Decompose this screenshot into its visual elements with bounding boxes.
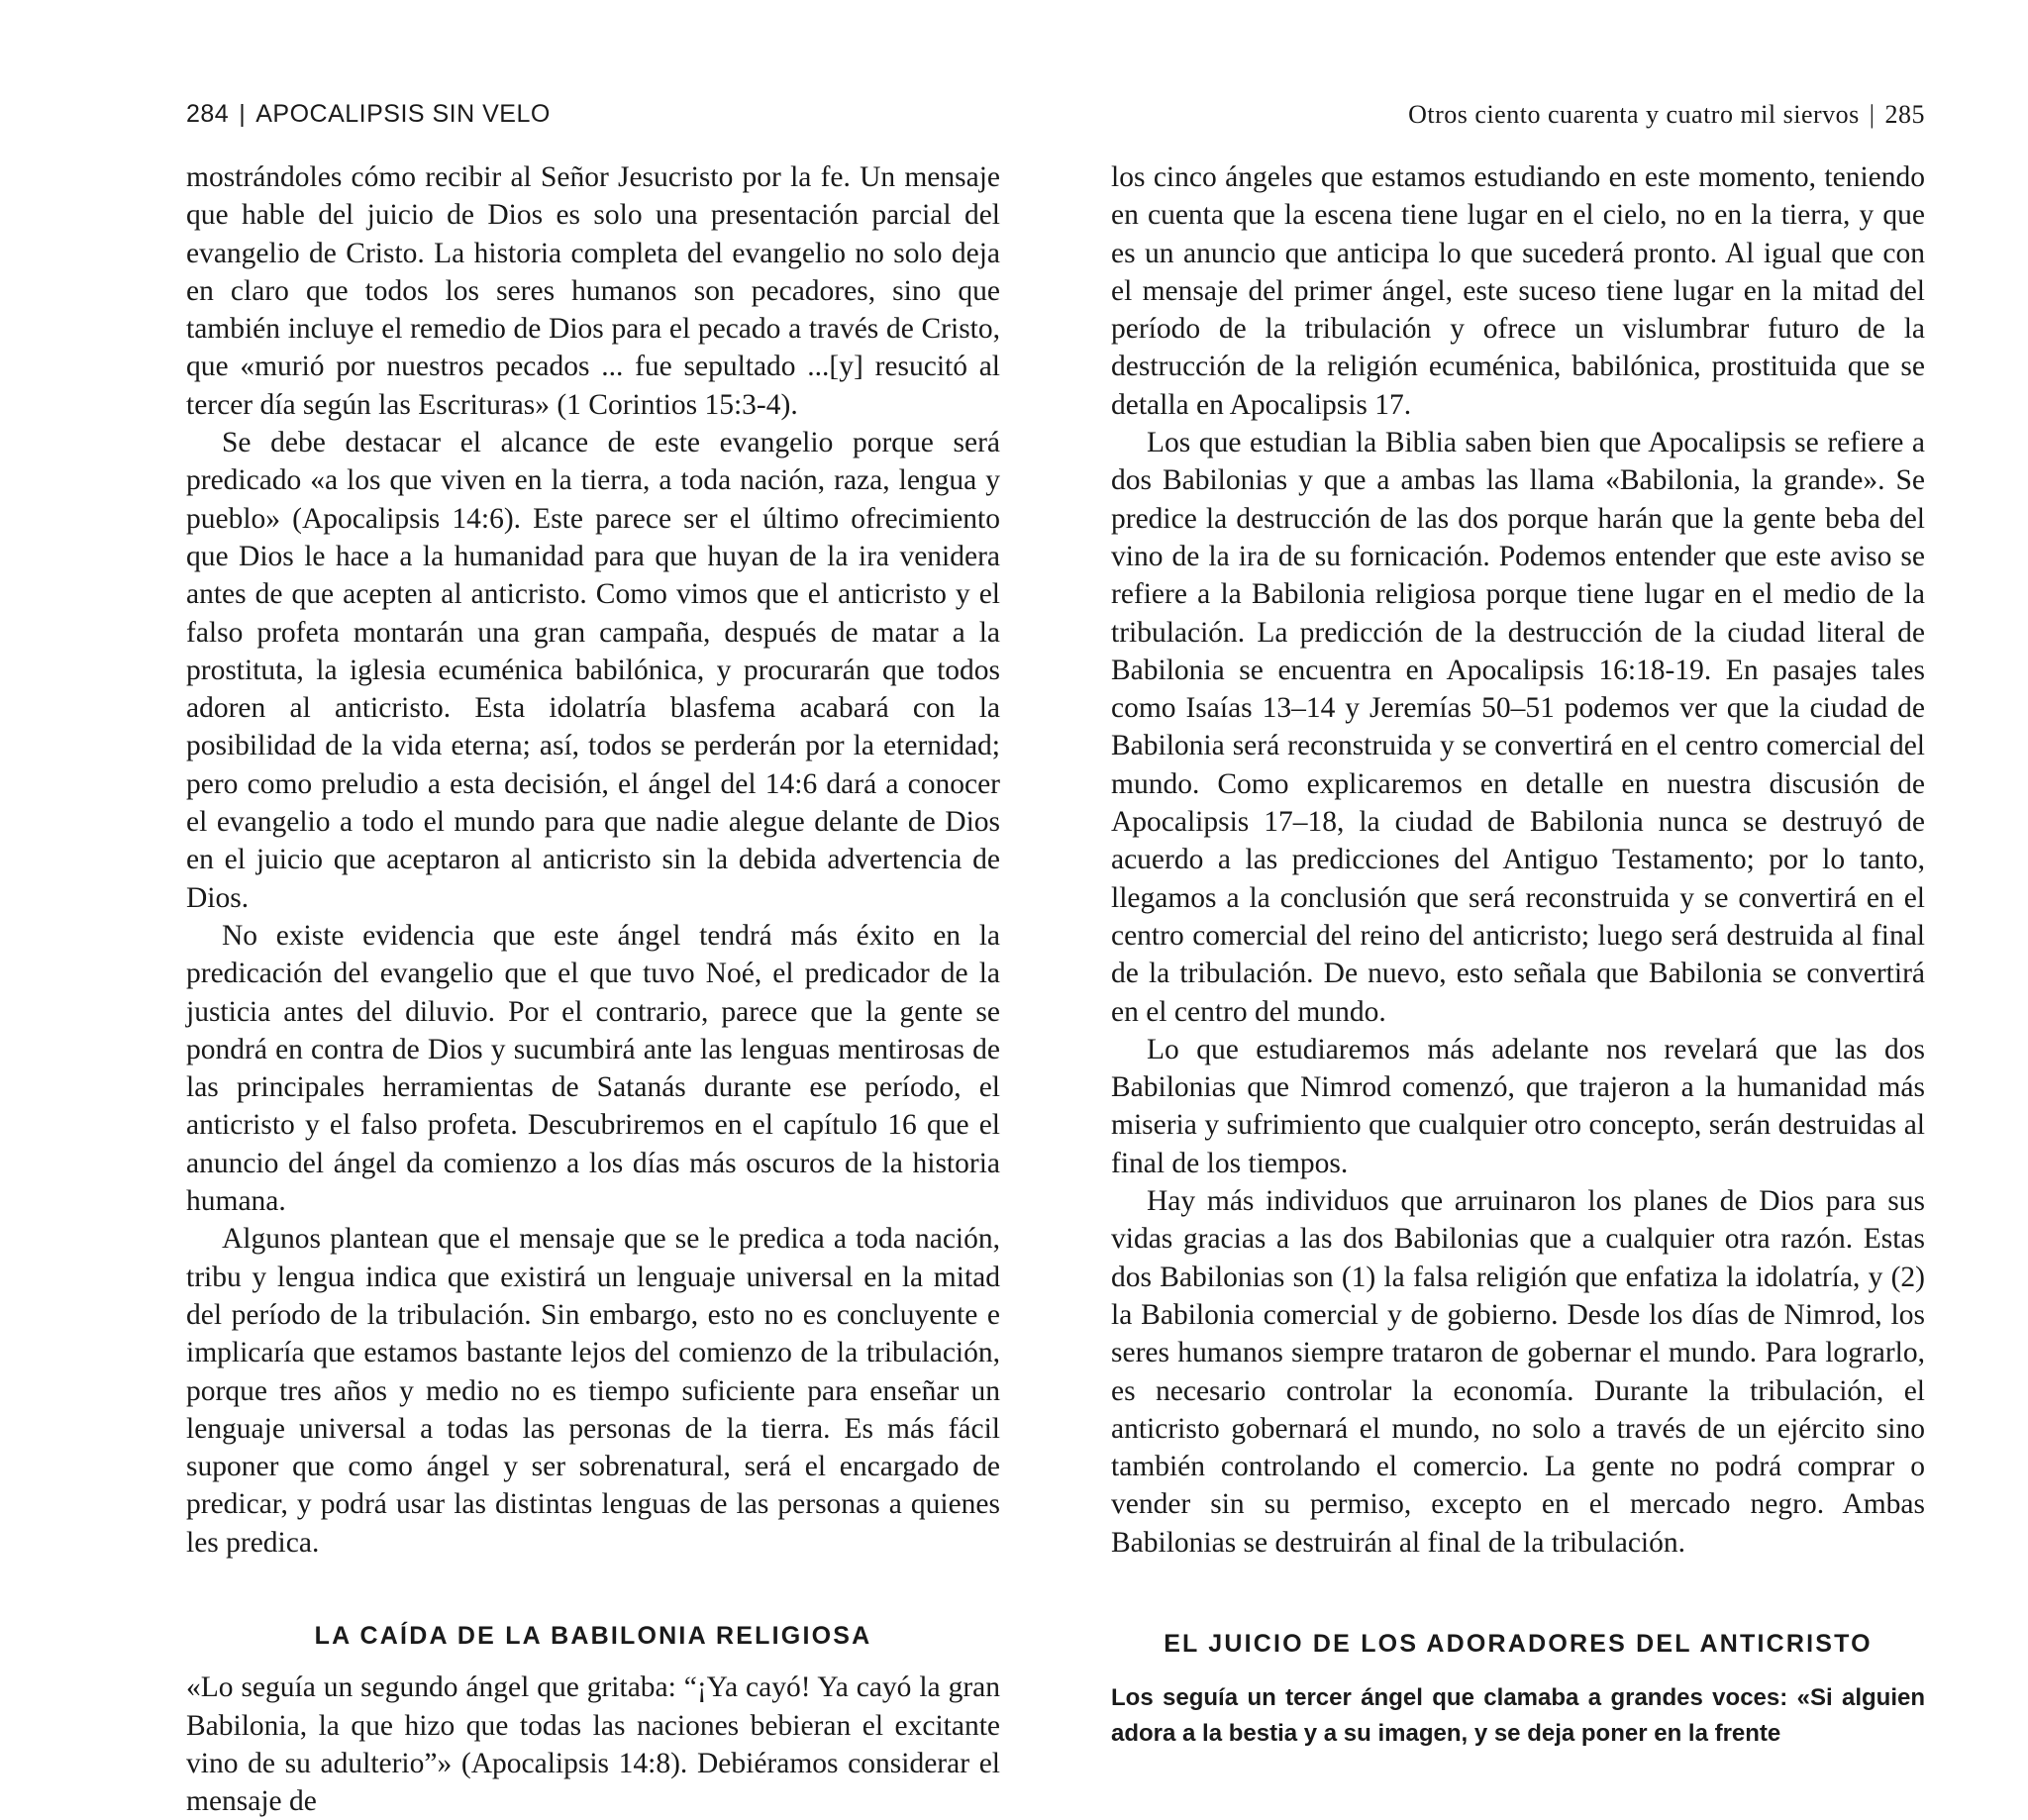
left-paragraph-3: No existe evidencia que este ángel tendrá más éxito en la predicación del evangelio que el que tuvo Noé, el predicador de la justicia antes del diluvio. Por el contrario, parece que la gente se pondrá en contra de Dios y sucumbirá ante las lenguas mentirosas de las principales herramientas de Satanás durante ese período, el anticristo y el falso profeta. Descubriremos en el capítulo 16 que el anuncio del ángel da comienzo a los días más oscuros de la historia humana. — [186, 919, 1000, 1218]
left-section-heading: LA CAÍDA DE LA BABILONIA RELIGIOSA — [314, 1621, 872, 1650]
left-paragraph-2: Se debe destacar el alcance de este evangelio porque será predicado «a los que viven en la tierra, a toda nación, raza, lengua y pueblo» (Apocalipsis 14:6). Este parece ser el último ofrecimiento que Dios le hace a la humanidad para que huyan de la ira venidera antes de que acepten al anticristo. Como vimos que el anticristo y el falso profeta montarán una gran campaña, después de matar a la prostituta, la iglesia ecuménica babilónica, y procurarán que todos adoren al anticristo. Esta idolatría blasfema acabará con la posibilidad de la vida eterna; así, todos se perderán por la eternidad; pero como preludio a esta decisión, el ángel del 14:6 dará a conocer el evangelio a todo el mundo para que nadie alegue delante de Dios en el juicio que aceptaron al anticristo sin la debida advertencia de Dios. — [186, 427, 1000, 914]
right-paragraph-4: Hay más individuos que arruinaron los planes de Dios para sus vidas gracias a las dos Babilonias que a cualquier otra razón. Estas dos Babilonias son (1) la falsa religión que enfatiza la idolatría, y (2) la Babilonia comercial y de gobierno. Desde los días de Nimrod, los seres humanos siempre trataron de gobernar el mundo. Para lograrlo, es necesario controlar la economía. Durante la tribulación, el anticristo gobernará el mundo, no solo a través de un ejército sino también controlando el comercio. La gente no podrá comprar o vender sin su permiso, excepto en el mercado negro. Ambas Babilonias se destruirán al final de la tribulación. — [1111, 1185, 1925, 1559]
right-paragraph-2: Los que estudian la Biblia saben bien que Apocalipsis se refiere a dos Babilonias y que a ambas las llama «Babilonia, la grande». Se predice la destrucción de las dos porque harán que la gente beba del vino de la ira de su fornicación. Podemos entender que este aviso se refiere a la Babilonia religiosa porque tiene lugar en el medio de la tribulación. La predicción de la destrucción de la ciudad literal de Babilonia se encuentra en Apocalipsis 16:18-19. En pasajes tales como Isaías 13–14 y Jeremías 50–51 podemos ver que la ciudad de Babilonia será reconstruida y se convertirá en el centro comercial del mundo. Como explicaremos en detalle en nuestra discusión de Apocalipsis 17–18, la ciudad de Babilonia nunca se destruyó de acuerdo a las predicciones del Antiguo Testamento; por lo tanto, llegamos a la conclusión que será reconstruida y se convertirá en el centro comercial del reino del anticristo; luego será destruida al final de la tribulación. De nuevo, esto señala que Babilonia se convertirá en el centro del mundo. — [1111, 427, 1925, 1028]
right-paragraph-3: Lo que estudiaremos más adelante nos revelará que las dos Babilonias que Nimrod comenzó, que trajeron a la humanidad más miseria y sufrimiento que cualquier otro concepto, serán destruidas al final de los tiempos. — [1111, 1033, 1925, 1179]
left-paragraph-4: Algunos plantean que el mensaje que se le predica a toda nación, tribu y lengua indica que existirá un lenguaje universal en la mitad del período de la tribulación. Sin embargo, esto no es concluyente e implicaría que estamos bastante lejos del comienzo de la tribulación, porque tres años y medio no es tiempo suficiente para enseñar un lenguaje universal a todas las personas de la tierra. Es más fácil suponer que como ángel y ser sobrenatural, será el encargado de predicar, y podrá usar las distintas lenguas de las personas a quienes les predica. — [186, 1223, 1000, 1559]
left-paragraph-1: mostrándoles cómo recibir al Señor Jesucristo por la fe. Un mensaje que hable del juicio de Dios es solo una presentación parcial del evangelio de Cristo. La historia completa del evangelio no solo deja en claro que todos los seres humanos son pecadores, sino que también incluye el remedio de Dios para el pecado a través de Cristo, que «murió por nuestros pecados ... fue sepultado ...[y] resucitó al tercer día según las Escrituras» (1 Corintios 15:3-4). — [186, 161, 1000, 421]
chapter-title: Otros ciento cuarenta y cuatro mil siervos — [1408, 100, 1860, 129]
right-running-head — [1111, 100, 1925, 140]
right-section-heading: EL JUICIO DE LOS ADORADORES DEL ANTICRISTO — [1164, 1629, 1873, 1658]
book-title: APOCALIPSIS SIN VELO — [255, 100, 551, 128]
right-paragraph-1: los cinco ángeles que estamos estudiando en este momento, teniendo en cuenta que la escena tiene lugar en el cielo, no en la tierra, y que es un anuncio que anticipa lo que sucederá pronto. Al igual que con el mensaje del primer ángel, este suceso tiene lugar en la mitad del período de la tribulación y ofrece un vislumbrar futuro de la destrucción de la religión ecuménica, babilónica, prostituida que se detalla en Apocalipsis 17. — [1111, 161, 1925, 421]
left-header-separator: | — [239, 100, 247, 128]
left-page — [186, 0, 1000, 1818]
right-body-text — [1111, 158, 1925, 1752]
right-page — [1111, 0, 1925, 1748]
left-body-text — [186, 158, 1000, 1820]
right-page-number: 285 — [1884, 100, 1925, 129]
left-running-head — [186, 100, 1000, 140]
right-header-separator: | — [1869, 100, 1876, 129]
left-page-number: 284 — [186, 100, 230, 128]
right-scripture-quote: Los seguía un tercer ángel que clamaba a grandes voces: «Si alguien adora a la bestia y a su imagen, y se deja poner en la frente — [1111, 1684, 1925, 1748]
left-paragraph-after-heading: «Lo seguía un segundo ángel que gritaba: “¡Ya cayó! Ya cayó la gran Babilonia, la que hizo que todas las naciones bebieran el excitante vino de su adulterio”» (Apocalipsis 14:8). Debiéramos considerar el mensaje de — [186, 1671, 1000, 1818]
